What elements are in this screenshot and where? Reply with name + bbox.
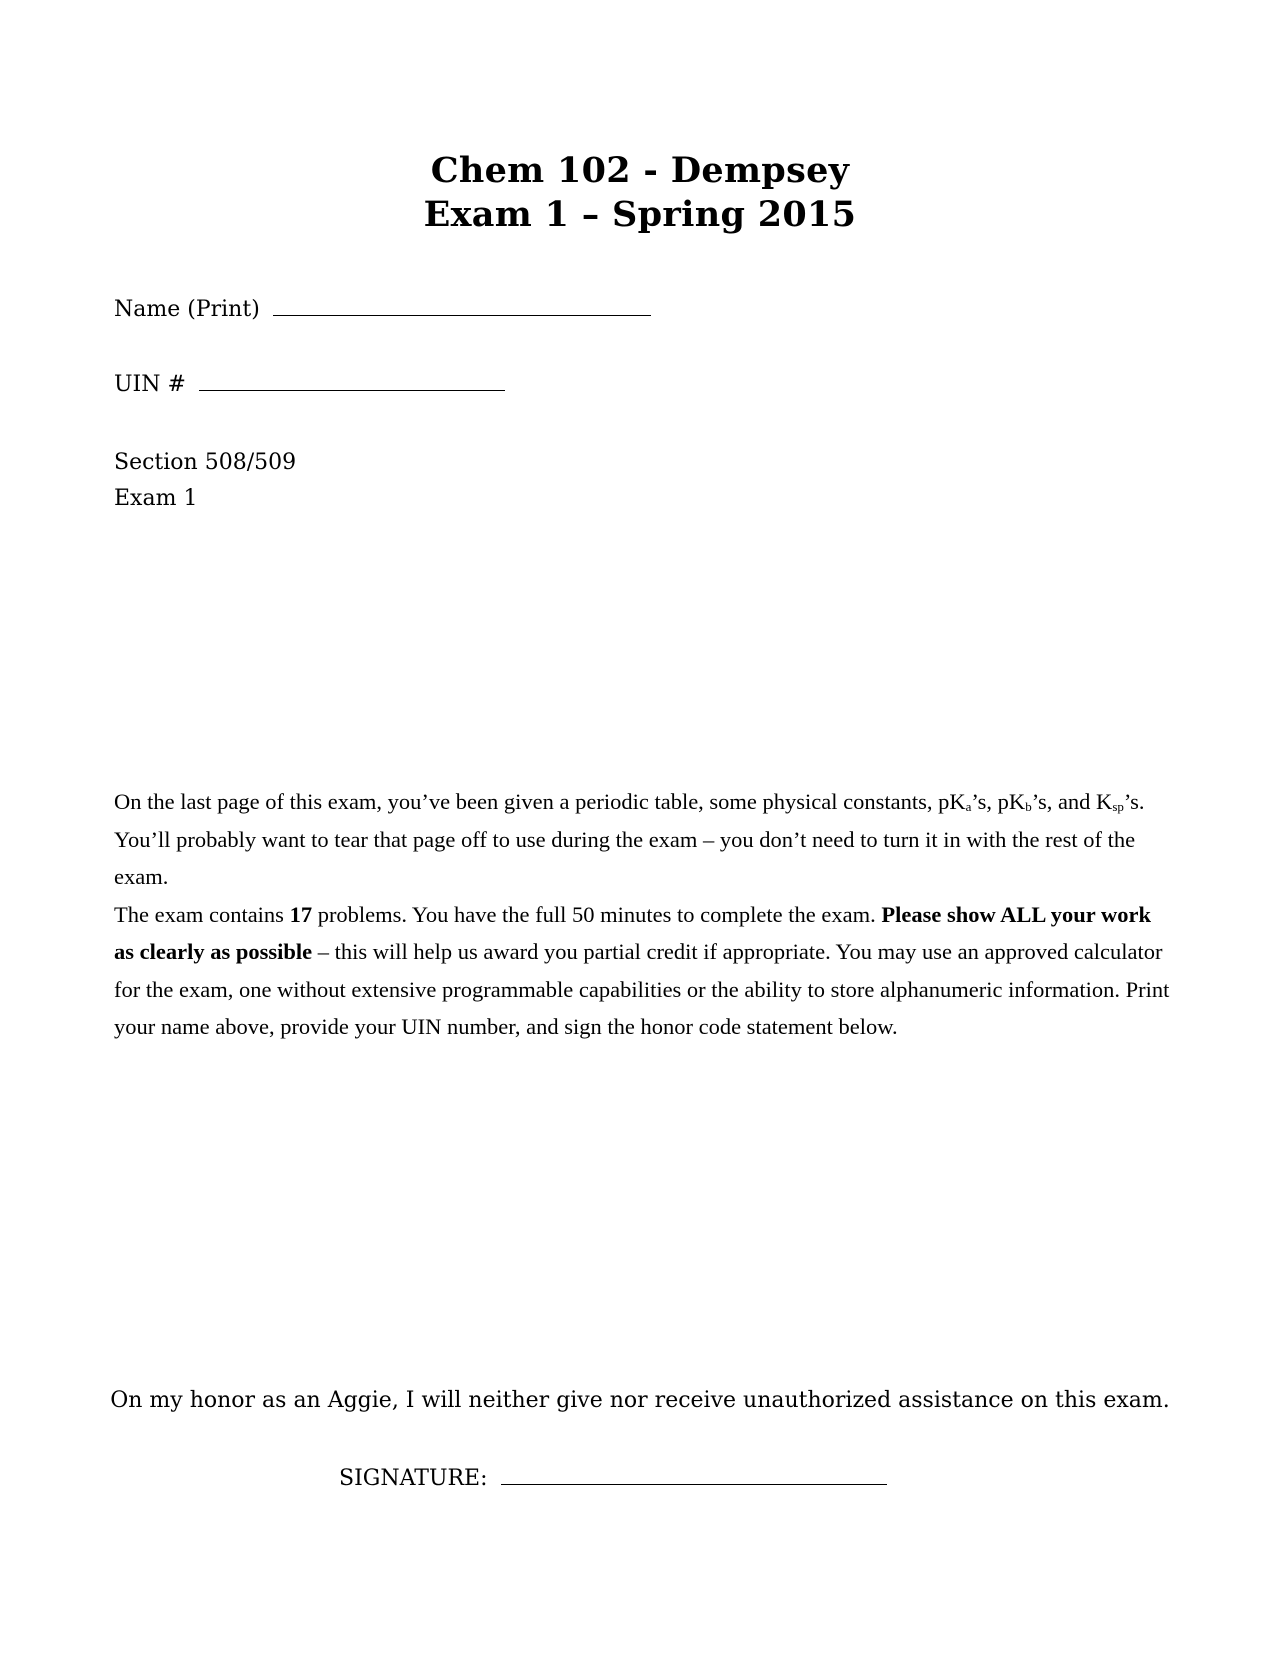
name-label: Name (Print) bbox=[114, 297, 260, 322]
page-title-course: Chem 102 - Dempsey bbox=[430, 150, 850, 191]
problem-count: 17 bbox=[289, 901, 313, 927]
page-title-exam: Exam 1 – Spring 2015 bbox=[423, 194, 857, 235]
signature-field bbox=[339, 1462, 887, 1491]
honor-code-statement: On my honor as an Aggie, I will neither give nor receive unauthorized assistance on this exam. bbox=[110, 1388, 1170, 1413]
uin-field bbox=[114, 368, 505, 397]
name-field bbox=[114, 293, 651, 322]
show-work-emphasis: Please show ALL your work as clearly as possible bbox=[114, 901, 1151, 964]
signature-label: SIGNATURE: bbox=[339, 1466, 488, 1491]
instructions-block bbox=[114, 783, 1174, 1046]
uin-label: UIN # bbox=[114, 372, 186, 397]
name-blank-line[interactable] bbox=[273, 293, 651, 316]
instructions-paragraph-1: On the last page of this exam, you’ve been given a periodic table, some physical constants, $pK_a’s$, $pK_b’s$, and $K_{sp}’s$. You’ll probably want to tear that page off to use during the exam – you don’t need to turn it in with the rest of the exam. bbox=[114, 789, 1145, 889]
exam-number-text: Exam 1 bbox=[114, 486, 198, 511]
signature-blank-line[interactable] bbox=[501, 1462, 887, 1485]
instructions-paragraph-2: The exam contains 17 problems. You have the full 50 minutes to complete the exam. Please show ALL your work as clearly as possible – this will help us award you partial credit if appropriate. You may use an approved calculator for the exam, one without extensive programmable capabilities or the ability to store alphanumeric information. Print your name above, provide your UIN number, and sign the honor code statement below. bbox=[114, 901, 1170, 1039]
section-text: Section 508/509 bbox=[114, 450, 297, 475]
uin-blank-line[interactable] bbox=[199, 368, 505, 391]
